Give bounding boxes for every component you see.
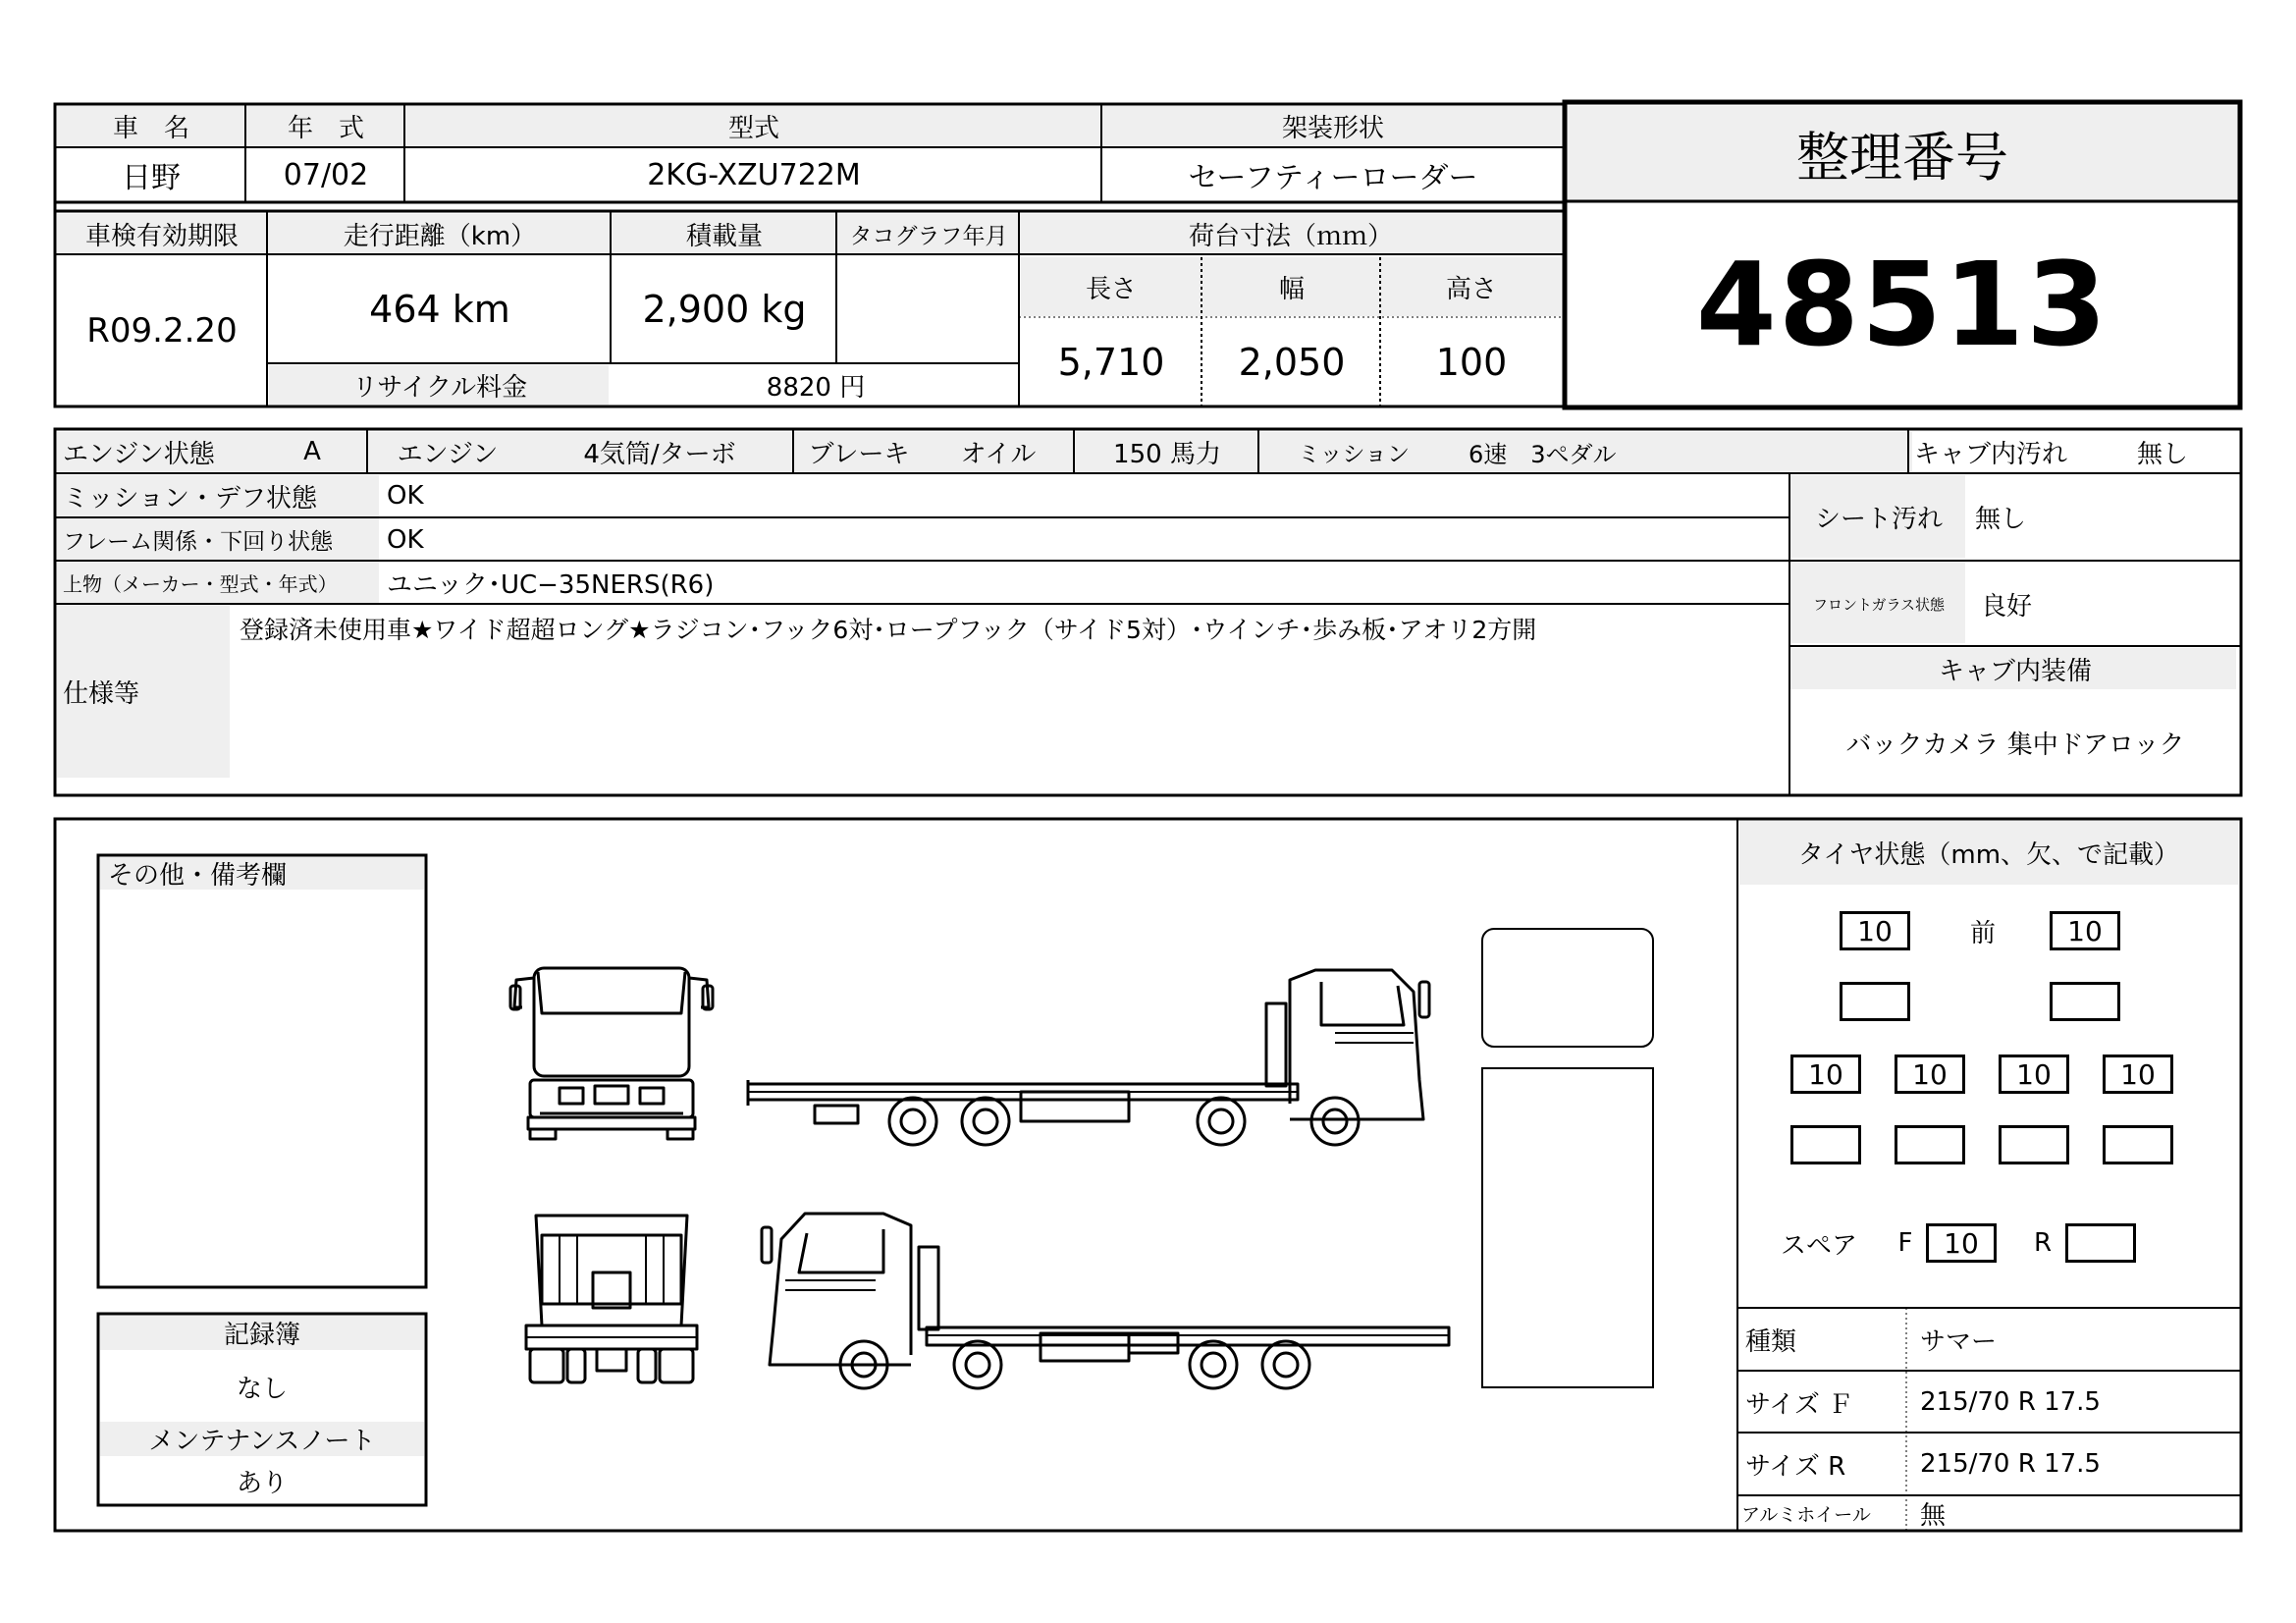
seat-dirt-label: シート汚れ [1814,504,1943,534]
tire-type-label: 種類 [1745,1326,1797,1357]
inspection-value: R09.2.20 [86,311,238,351]
model-label: 型式 [727,114,779,143]
brake-value: オイル [960,439,1037,469]
spare-f-label: F [1897,1228,1913,1258]
maintenance-note-value: あり [236,1468,288,1498]
tire-size-r-value: 215/70 R 17.5 [1920,1449,2101,1479]
tire-rear-3[interactable]: 10 [1999,1055,2069,1094]
engine-label: エンジン [397,439,499,469]
frame-value: OK [387,524,424,555]
tire-front-left[interactable]: 10 [1840,911,1910,950]
bed-size-label: 荷台寸法（ｍｍ） [1188,221,1393,251]
truck-rear-view [526,1216,697,1382]
tire-title: タイヤ状態（mm、欠、で記載） [1797,839,2180,870]
tire-rear-3-inner[interactable] [1999,1125,2069,1164]
recycle-label: リサイクル料金 [351,372,528,403]
frame-label: フレーム関係・下回り状態 [63,529,334,555]
tire-front-left-inner[interactable] [1840,982,1910,1021]
length-label: 長さ [1085,274,1137,304]
tire-size-r-label: サイズ R [1745,1451,1846,1482]
alloy-wheel-label: アルミホイール [1741,1503,1871,1526]
tire-rear-4-inner[interactable] [2103,1125,2173,1164]
width-label: 幅 [1278,274,1305,304]
truck-front-view [510,968,713,1139]
tacho-label: タコグラフ年月 [849,223,1008,249]
tire-size-f-label: サイズ Ｆ [1745,1389,1854,1420]
capacity-value: 2,900 kg [642,288,807,331]
height-label: 高さ [1445,274,1497,304]
spec-value: 登録済未使用車★ワイド超超ロング★ラジコン･フック6対･ロープフック（サイド5対）･ウインチ･歩み板･アオリ2方開 [240,616,1537,644]
cab-equip-label: キャブ内装備 [1938,656,2092,686]
capacity-label: 積載量 [685,221,763,251]
record-label: 記録簿 [223,1321,300,1350]
tire-size-f-value: 215/70 R 17.5 [1920,1387,2101,1417]
mission-def-label: ミッション・デフ状態 [63,483,317,514]
upper-value: ユニック･UC−35NERS(R6) [387,570,715,600]
inspection-label: 車検有効期限 [84,221,239,251]
engine-state-label: エンジン状態 [63,439,215,469]
tire-rear-4[interactable]: 10 [2103,1055,2173,1094]
windshield-label: フロントガラス状態 [1812,595,1946,614]
height-value: 100 [1435,341,1508,384]
spare-label: スペア [1781,1230,1858,1261]
year-value: 07/02 [283,157,369,192]
spare-r-label: R [2033,1228,2053,1258]
tire-front-label: 前 [1969,918,1996,948]
spare-f-value[interactable]: 10 [1926,1223,1997,1263]
tire-rear-2-inner[interactable] [1895,1125,1965,1164]
truck-side-view-right [748,970,1429,1145]
length-value: 5,710 [1057,341,1165,384]
horsepower-value: 150 馬力 [1113,439,1221,469]
maintenance-note-label: メンテナンスノート [148,1427,376,1456]
mileage-label: 走行距離（km） [343,221,537,251]
spec-label: 仕様等 [63,679,140,709]
model-value: 2KG-XZU722M [647,157,861,192]
seiri-number: 48513 [1695,237,2109,372]
tire-front-right[interactable]: 10 [2050,911,2120,950]
recycle-value: 8820 円 [766,372,866,403]
mileage-value: 464 km [369,288,510,331]
width-value: 2,050 [1238,341,1346,384]
engine-state-value: A [303,437,321,466]
upper-label: 上物（メーカー・型式・年式） [63,572,338,596]
seat-dirt-value: 無し [1975,504,2027,534]
cab-dirt-label: キャブ内汚れ [1914,439,2068,469]
car-name-label: 車 名 [112,114,189,143]
engine-value: 4気筒/ターボ [583,439,736,469]
tire-front-right-inner[interactable] [2050,982,2120,1021]
tire-rear-1-inner[interactable] [1790,1125,1861,1164]
truck-side-view-left [762,1214,1449,1388]
mission-def-value: OK [387,481,424,511]
body-label: 架装形状 [1281,114,1384,143]
tire-rear-1[interactable]: 10 [1790,1055,1861,1094]
year-label: 年 式 [287,114,364,143]
mission-value: 6速 3ペダル [1468,440,1617,468]
cab-dirt-value: 無し [2136,439,2188,469]
brake-label: ブレーキ [808,439,910,469]
mission-label: ミッション [1297,441,1411,467]
cab-equip-value: バックカメラ 集中ドアロック [1845,730,2185,760]
seiri-label: 整理番号 [1796,126,2008,189]
spare-r-value[interactable] [2065,1223,2136,1263]
tire-rear-2[interactable]: 10 [1895,1055,1965,1094]
car-name-value: 日野 [122,161,181,195]
record-value: なし [236,1374,288,1404]
windshield-value: 良好 [1981,591,2033,622]
tire-type-value: サマー [1920,1326,1998,1357]
alloy-wheel-value: 無 [1920,1500,1947,1531]
body-value: セーフティーローダー [1188,161,1478,195]
remarks-label: その他・備考欄 [108,861,288,891]
